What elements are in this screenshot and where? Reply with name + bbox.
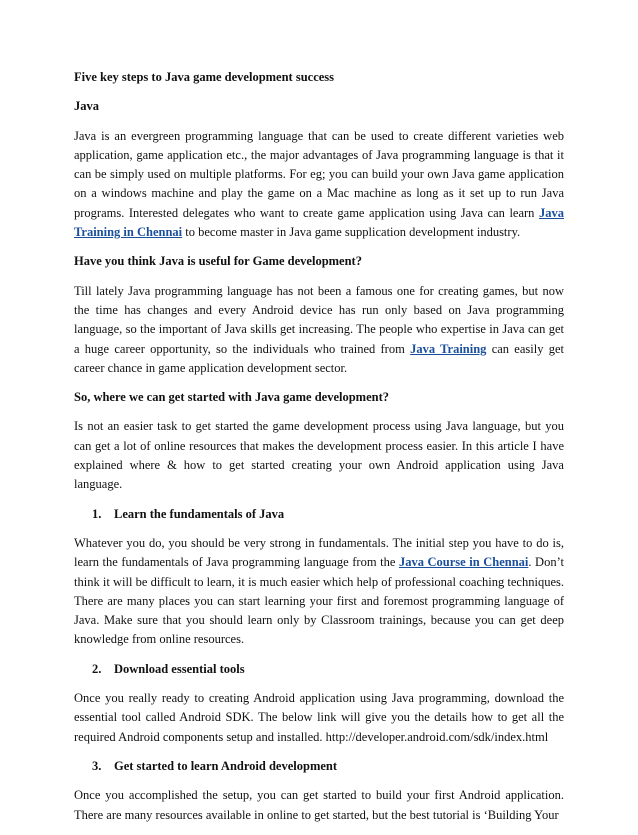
step-title: Download essential tools <box>114 661 245 676</box>
question-paragraph-1-text-1: Till lately Java programming language has not been a famous one for creating games, but now the time has changes and every Android device has run only based on Java programming language, so the important of Java skills get increasing. The people who expertise in Java can get a huge career opportunity, so the individuals who trained from <box>74 283 564 356</box>
step-paragraph-2: Once you really ready to creating Android application using Java programming, download the essential tool called Android SDK. The below link will give you the details how to get all the required Android components setup and installed. http://developer.android.com/sdk/index.html <box>74 691 564 744</box>
step-heading-3 <box>74 757 564 776</box>
step-heading-2 <box>74 660 564 679</box>
step-number: 3. <box>92 758 102 773</box>
step-paragraph-1 <box>74 534 564 650</box>
question-paragraph-2: Is not an easier task to get started the game development process using Java language, but you can get a lot of online resources that makes the development process easier. In this article I have explained where & how to get started creating your own Android application using Java language. <box>74 419 564 492</box>
java-course-chennai-link[interactable]: Java Course in Chennai <box>398 555 529 570</box>
step-title: Learn the fundamentals of Java <box>114 506 285 521</box>
question-paragraph-1-text-2: can easily get career chance in game application development sector. <box>74 341 564 375</box>
step-paragraph-1-text-1: Whatever you do, you should be very strong in fundamentals. The initial step you have to do is, learn the fundamentals of Java programming language from the <box>74 535 564 570</box>
java-paragraph <box>74 127 564 243</box>
step-number: 1. <box>92 506 102 521</box>
question-heading-1: Have you think Java is useful for Game development? <box>74 254 362 269</box>
question-paragraph-1 <box>74 282 564 378</box>
java-paragraph-text-2: to become master in Java game supplication development industry. <box>182 225 521 240</box>
java-heading: Java <box>74 99 99 114</box>
step-paragraph-1-text-2: . Don’t think it will be difficult to learn, it is much easier which help of professional coaching techniques. There are many places you can start learning your first and foremost programming language of Java. Make sure that you should learn only by Classroom trainings, because you can get deep knowledge from online resources. <box>74 555 564 647</box>
java-paragraph-text-1: Java is an evergreen programming language that can be used to create different varieties web application, game application etc., the major advantages of Java programming language is that it can be simply used on multiple platforms. For eg; you can build your own Java game application on a windows machine and play the game on a Mac machine as long as it set up to run Java programs. Interested delegates who want to create game application using Java can learn <box>74 128 564 220</box>
document-body <box>74 68 564 835</box>
document-title: Five key steps to Java game development success <box>74 70 335 84</box>
step-heading-1 <box>74 505 564 524</box>
step-title: Get started to learn Android development <box>114 758 338 773</box>
step-paragraph-3: Once you accomplished the setup, you can get started to build your first Android application. There are many resources available in online to get started, but the best tutorial is ‘Building Your <box>74 788 564 822</box>
question-heading-2: So, where we can get started with Java game development? <box>74 390 389 405</box>
step-number: 2. <box>92 661 102 676</box>
java-training-link[interactable]: Java Training <box>410 341 487 356</box>
java-training-chennai-link[interactable]: Java Training in Chennai <box>74 205 564 240</box>
